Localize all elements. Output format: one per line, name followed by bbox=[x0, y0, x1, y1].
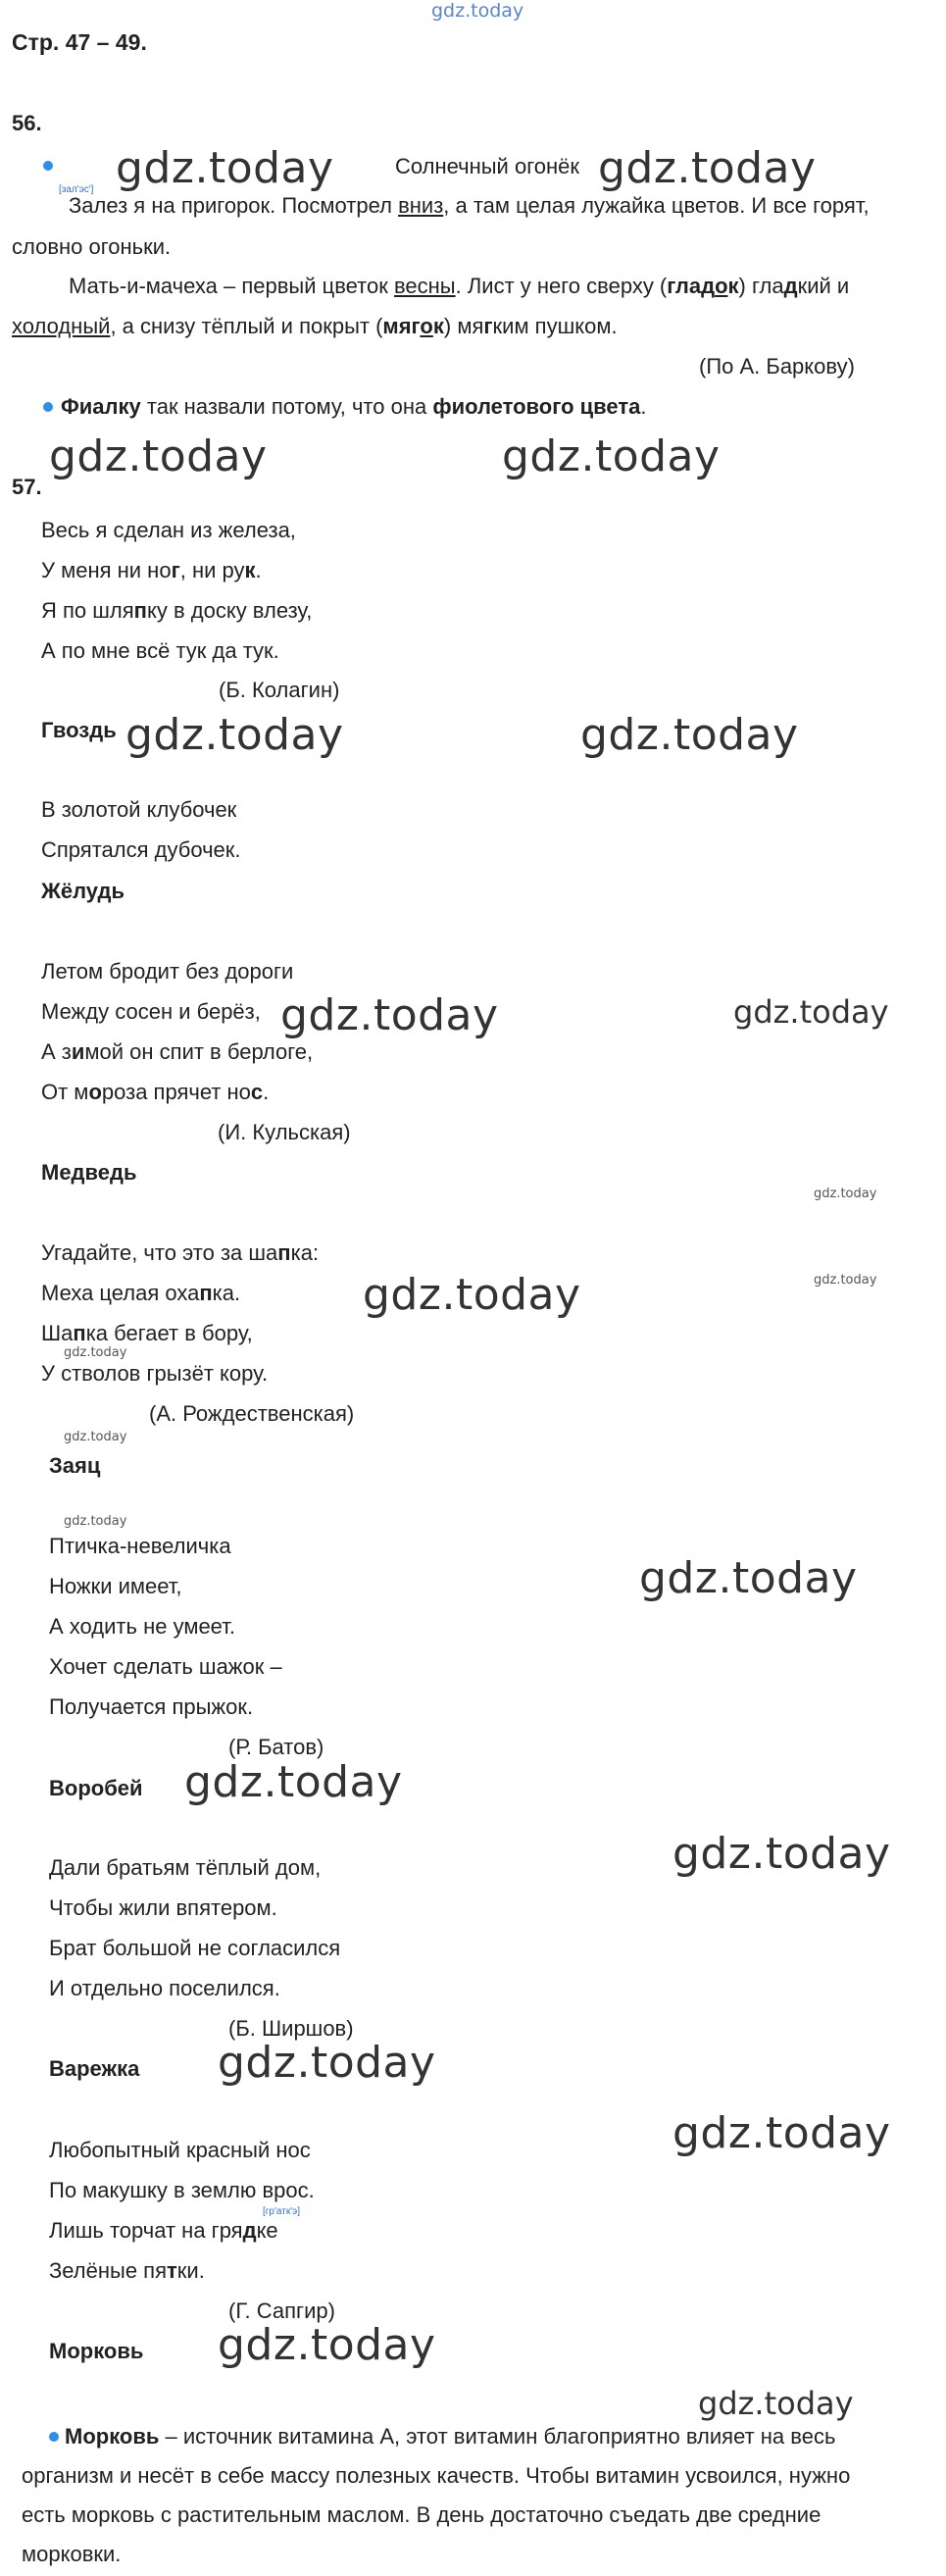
riddle-author: (Б. Колагин) bbox=[219, 678, 340, 702]
watermark: gdz.today bbox=[639, 1553, 858, 1603]
riddle-line: В золотой клубочек bbox=[41, 797, 237, 822]
bullet-icon bbox=[43, 161, 53, 171]
riddle-line: Ножки имеет, bbox=[49, 1574, 182, 1598]
riddle-line: Дали братьям тёплый дом, bbox=[49, 1855, 322, 1880]
riddle-author: (И. Кульская) bbox=[218, 1120, 351, 1144]
riddle-line: Любопытный красный нос bbox=[49, 2138, 311, 2162]
riddle-line: У стволов грызёт кору. bbox=[41, 1361, 269, 1386]
final-note-line-1: Морковь – источник витамина А, этот витамин благоприятно влияет на весь bbox=[65, 2424, 836, 2449]
riddle-author: (А. Рождественская) bbox=[149, 1401, 355, 1426]
final-note-line-4: морковки. bbox=[22, 2542, 122, 2566]
riddle-line: Получается прыжок. bbox=[49, 1694, 254, 1719]
watermark: gdz.today bbox=[502, 431, 721, 481]
story-line-2: словно огоньки. bbox=[12, 234, 172, 259]
riddle-line: Птичка-невеличка bbox=[49, 1534, 231, 1558]
story-line-3: Мать-и-мачеха – первый цветок весны. Лист у него сверху (гладок) гладкий и bbox=[69, 274, 850, 298]
riddle-line: По макушку в землю врос. bbox=[49, 2178, 315, 2202]
watermark: gdz.today bbox=[64, 1345, 127, 1360]
riddle-answer: Медведь bbox=[41, 1160, 137, 1185]
watermark: gdz.today bbox=[814, 1273, 877, 1288]
watermark: gdz.today bbox=[184, 1757, 403, 1807]
riddle-answer: Жёлудь bbox=[41, 879, 124, 903]
riddle-answer: Заяц bbox=[49, 1453, 101, 1478]
watermark: gdz.today bbox=[580, 710, 799, 760]
riddle-line: Меха целая охапка. bbox=[41, 1281, 241, 1305]
transcription: [зал'эс'] bbox=[59, 184, 94, 195]
riddle-line: Летом бродит без дороги bbox=[41, 959, 294, 984]
watermark: gdz.today bbox=[218, 2320, 436, 2370]
riddle-line: Между сосен и берёз, bbox=[41, 999, 261, 1024]
riddle-answer: Гвоздь bbox=[41, 718, 117, 742]
watermark: gdz.today bbox=[218, 2038, 436, 2088]
riddle-line: Весь я сделан из железа, bbox=[41, 518, 296, 542]
watermark: gdz.today bbox=[64, 1514, 127, 1529]
riddle-line: А зимой он спит в берлоге, bbox=[41, 1039, 314, 1064]
final-note-line-3: есть морковь с растительным маслом. В день достаточно съедать две средние bbox=[22, 2502, 822, 2527]
riddle-line: У меня ни ног, ни рук. bbox=[41, 558, 262, 582]
bullet-icon bbox=[49, 2432, 59, 2442]
riddle-answer: Воробей bbox=[49, 1776, 143, 1800]
riddle-line: Я по шляпку в доску влезу, bbox=[41, 598, 313, 623]
watermark: gdz.today bbox=[49, 431, 268, 481]
page-header: Стр. 47 – 49. bbox=[12, 29, 147, 55]
watermark-top: gdz.today bbox=[431, 0, 524, 22]
riddle-author: (Г. Сапгир) bbox=[228, 2298, 335, 2323]
watermark: gdz.today bbox=[116, 143, 334, 193]
watermark: gdz.today bbox=[672, 1829, 891, 1879]
exercise-56-number: 56. bbox=[12, 111, 42, 135]
watermark: gdz.today bbox=[672, 2108, 891, 2158]
watermark: gdz.today bbox=[280, 990, 499, 1040]
riddle-line: А ходить не умеет. bbox=[49, 1614, 235, 1639]
watermark: gdz.today bbox=[598, 143, 817, 193]
watermark: gdz.today bbox=[733, 993, 889, 1031]
riddle-line: А по мне всё тук да тук. bbox=[41, 638, 279, 663]
watermark: gdz.today bbox=[64, 1430, 127, 1444]
watermark: gdz.today bbox=[125, 710, 344, 760]
riddle-line: И отдельно поселился. bbox=[49, 1976, 280, 2000]
riddle-line: Чтобы жили впятером. bbox=[49, 1895, 277, 1920]
riddle-line: Шапка бегает в бору, bbox=[41, 1321, 253, 1345]
riddle-line: Лишь торчат на грядке bbox=[49, 2218, 278, 2243]
exercise-57-number: 57. bbox=[12, 475, 42, 499]
story-line-1: Залез я на пригорок. Посмотрел вниз, а там целая лужайка цветов. И все горят, bbox=[69, 193, 870, 218]
watermark: gdz.today bbox=[363, 1270, 581, 1320]
watermark: gdz.today bbox=[698, 2385, 854, 2422]
riddle-line: Брат большой не согласился bbox=[49, 1936, 341, 1960]
final-note-line-2: организм и несёт в себе массу полезных качеств. Чтобы витамин усвоился, нужно bbox=[22, 2463, 851, 2488]
riddle-line: От мороза прячет нос. bbox=[41, 1080, 270, 1104]
riddle-line: Спрятался дубочек. bbox=[41, 837, 241, 862]
riddle-line: Хочет сделать шажок – bbox=[49, 1654, 282, 1679]
story-title: Солнечный огонёк bbox=[395, 154, 579, 178]
note-fialka: Фиалку так назвали потому, что она фиолетового цвета. bbox=[61, 394, 647, 419]
riddle-answer: Морковь bbox=[49, 2339, 144, 2363]
story-author: (По А. Баркову) bbox=[699, 354, 855, 379]
transcription: [гр'атк'э] bbox=[263, 2206, 300, 2217]
riddle-author: (Р. Батов) bbox=[228, 1735, 324, 1759]
riddle-line: Угадайте, что это за шапка: bbox=[41, 1240, 320, 1265]
bullet-icon bbox=[43, 402, 53, 412]
watermark: gdz.today bbox=[814, 1187, 877, 1201]
story-line-4: холодный, а снизу тёплый и покрыт (мягок) мягким пушком. bbox=[12, 314, 618, 338]
riddle-author: (Б. Ширшов) bbox=[228, 2016, 354, 2041]
riddle-line: Зелёные пятки. bbox=[49, 2258, 205, 2283]
riddle-answer: Варежка bbox=[49, 2056, 140, 2081]
